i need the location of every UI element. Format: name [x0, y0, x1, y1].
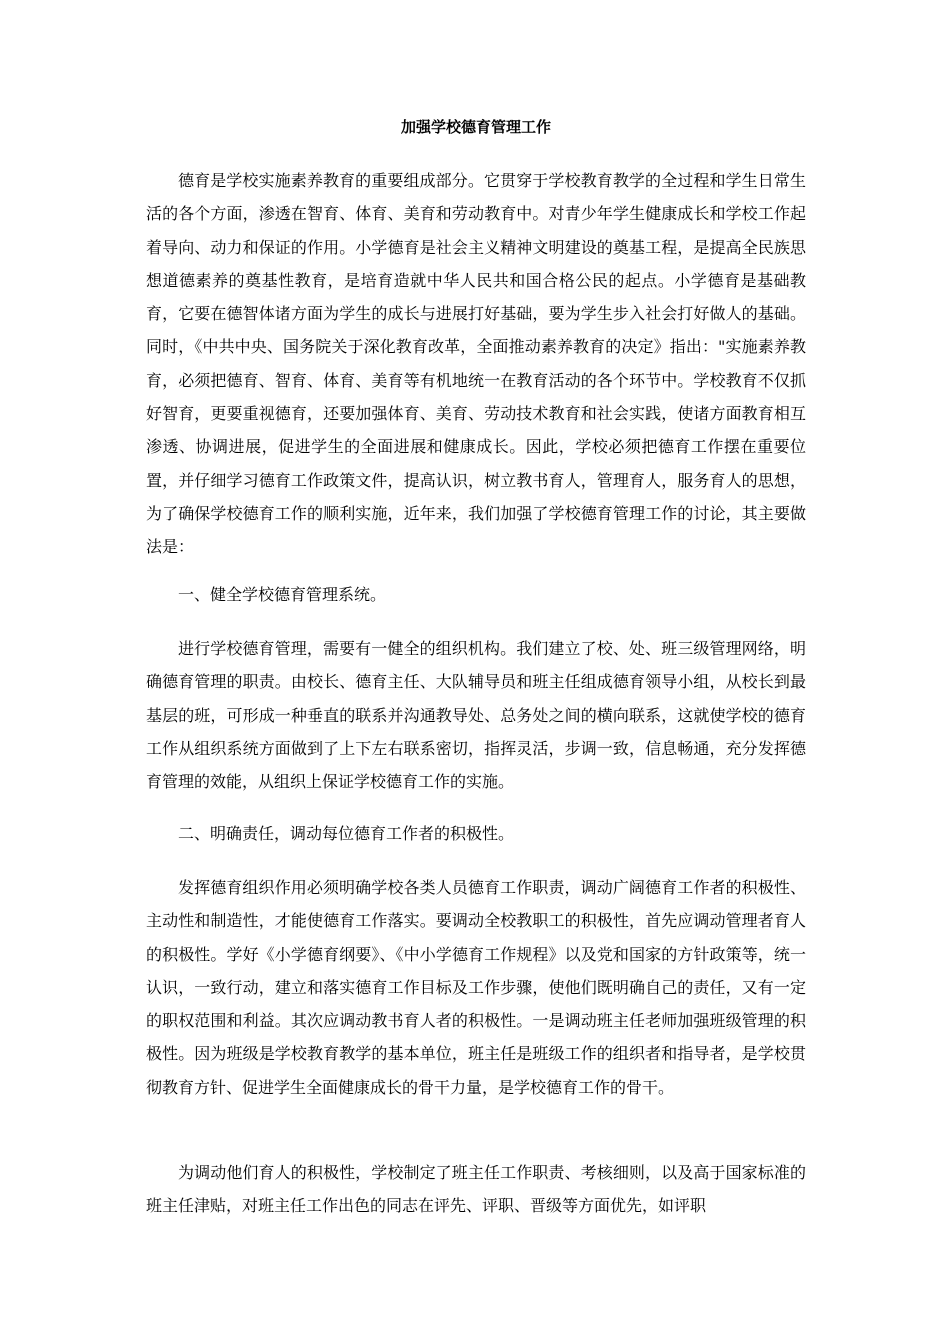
section-heading-2: 二、明确责任，调动每位德育工作者的积极性。: [178, 824, 515, 843]
paragraph-section-1: 进行学校德育管理，需要有一健全的组织机构。我们建立了校、处、班三级管理网络，明确德育管理的职责。由校长、德育主任、大队辅导员和班主任组成德育领导小组，从校长到最基层的班，可形成一种垂直的联系并沟通教导处、总务处之间的横向联系，这就使学校的德育工作从组织系统方面做到了上下左右联系密切，指挥灵活，步调一致，信息畅通，充分发挥德育管理的效能，从组织上保证学校德育工作的实施。: [146, 639, 806, 792]
paragraph-intro: 德育是学校实施素养教育的重要组成部分。它贯穿于学校教育教学的全过程和学生日常生活的各个方面，渗透在智育、体育、美育和劳动教育中。对青少年学生健康成长和学校工作起着导向、动力和保证的作用。小学德育是社会主义精神文明建设的奠基工程，是提高全民族思想道德素养的奠基性教育，是培育造就中华人民共和国合格公民的起点。小学德育是基础教育，它要在德智体诸方面为学生的成长与进展打好基础，要为学生步入社会打好做人的基础。同时，《中共中央、国务院关于深化教育改革，全面推动素养教育的决定》指出："实施素养教育，必须把德育、智育、体育、美育等有机地统一在教育活动的各个环节中。学校教育不仅抓好智育，更要重视德育，还要加强体育、美育、劳动技术教育和社会实践，使诸方面教育相互渗透、协调进展，促进学生的全面进展和健康成长。因此，学校必须把德育工作摆在重要位置，并仔细学习德育工作政策文件，提高认识，树立教书育人，管理育人，服务育人的思想，为了确保学校德育工作的顺利实施，近年来，我们加强了学校德育管理工作的讨论，其主要做法是：: [146, 171, 806, 557]
paragraph-section-2-continued: 为调动他们育人的积极性，学校制定了班主任工作职责、考核细则，以及高于国家标准的班主任津贴，对班主任工作出色的同志在评先、评职、晋级等方面优先，如评职: [146, 1163, 806, 1216]
paragraph-section-2: 发挥德育组织作用必须明确学校各类人员德育工作职责，调动广阔德育工作者的积极性、主动性和制造性，才能使德育工作落实。要调动全校教职工的积极性，首先应调动管理者育人的积极性。学好《小学德育纲要》、《中小学德育工作规程》以及党和国家的方针政策等，统一认识，一致行动，建立和落实德育工作目标及工作步骤，使他们既明确自己的责任，又有一定的职权范围和利益。其次应调动教书育人者的积极性。一是调动班主任老师加强班级管理的积极性。因为班级是学校教育教学的基本单位，班主任是班级工作的组织者和指导者，是学校贯彻教育方针、促进学生全面健康成长的骨干力量，是学校德育工作的骨干。: [146, 878, 806, 1097]
document-title: 加强学校德育管理工作: [400, 118, 551, 136]
section-heading-1: 一、健全学校德育管理系统。: [178, 585, 387, 604]
